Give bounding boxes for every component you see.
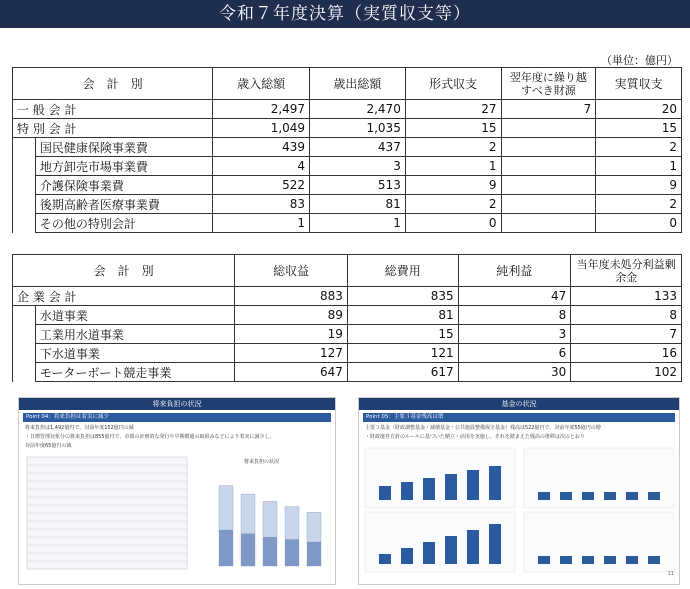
header-revenue: 歳入総額 bbox=[213, 68, 310, 100]
value-cell: 1 bbox=[310, 214, 406, 233]
header-retained-earnings: 当年度未処分利益剰余金 bbox=[571, 255, 682, 287]
mini-bar-segment bbox=[307, 542, 321, 566]
row-label: 介護保険事業費 bbox=[35, 176, 212, 195]
row-label: 工業用水道事業 bbox=[35, 325, 234, 344]
value-cell bbox=[501, 138, 596, 157]
page-title: 令和７年度決算（実質収支等） bbox=[0, 0, 690, 28]
value-cell: 522 bbox=[213, 176, 310, 195]
value-cell: 8 bbox=[571, 306, 682, 325]
thumb-point: Point 04：将来負担は着実に減少 bbox=[23, 413, 331, 422]
mini-bar bbox=[401, 482, 413, 500]
settlement-table bbox=[12, 67, 682, 233]
header-real-balance: 実質収支 bbox=[596, 68, 682, 100]
value-cell: 6 bbox=[458, 344, 571, 363]
mini-bar bbox=[560, 492, 572, 500]
row-label: 国民健康保険事業費 bbox=[35, 138, 212, 157]
unit-label: （単位：億円） bbox=[601, 54, 678, 67]
value-cell: 81 bbox=[310, 195, 406, 214]
indent-cell bbox=[13, 306, 36, 325]
indent-cell bbox=[13, 138, 36, 157]
mini-bar bbox=[445, 536, 457, 564]
indent-cell bbox=[13, 344, 36, 363]
mini-bar bbox=[467, 530, 479, 564]
mini-bar-segment bbox=[219, 530, 233, 566]
value-cell: 2 bbox=[596, 138, 682, 157]
mini-bar-segment bbox=[263, 537, 277, 566]
mini-bar bbox=[379, 554, 391, 564]
thumb-graphics bbox=[359, 442, 679, 582]
header-formal-balance: 形式収支 bbox=[405, 68, 501, 100]
mini-bar bbox=[648, 556, 660, 564]
mini-bar bbox=[648, 492, 660, 500]
header-account: 会 計 別 bbox=[13, 255, 235, 287]
thumb-line: 将来負担は1,492億円で、対前年度152億円の減 bbox=[25, 425, 134, 431]
row-label: 下水道事業 bbox=[35, 344, 234, 363]
row-label: モーターボート競走事業 bbox=[35, 363, 234, 382]
thumb-line: 主要３基金（財政調整基金・減債基金・公共施設整備保全基金）残高は522億円で、対前年度55億円の増 bbox=[365, 425, 601, 431]
table-row bbox=[13, 100, 682, 119]
mini-bar bbox=[489, 466, 501, 500]
value-cell: 102 bbox=[571, 363, 682, 382]
indent-cell bbox=[13, 363, 36, 382]
value-cell: 81 bbox=[347, 306, 458, 325]
value-cell bbox=[501, 176, 596, 195]
value-cell: 3 bbox=[310, 157, 406, 176]
value-cell: 9 bbox=[596, 176, 682, 195]
value-cell bbox=[501, 195, 596, 214]
mini-bar bbox=[626, 492, 638, 500]
value-cell: 2 bbox=[405, 195, 501, 214]
row-label: 後期高齢者医療事業費 bbox=[35, 195, 212, 214]
value-cell: 647 bbox=[235, 363, 348, 382]
mini-bar bbox=[401, 548, 413, 564]
value-cell: 1,035 bbox=[310, 119, 406, 138]
value-cell: 2,497 bbox=[213, 100, 310, 119]
mini-bar bbox=[626, 556, 638, 564]
mini-bar bbox=[604, 556, 616, 564]
indent-cell bbox=[13, 214, 36, 233]
table-row bbox=[13, 214, 682, 233]
value-cell: 83 bbox=[213, 195, 310, 214]
thumb-line: ・財政運営方針のルールに基づいた積立・活用を実施し、それを踏まえた残高の推移は次のとおり bbox=[365, 434, 585, 440]
thumb-line: ・日標管理対象分の将来負担は855億円で、市債の計画的な発行や早期償還の取組みなどにより着実に減少し、 bbox=[25, 434, 275, 440]
thumb-point: Point 05：主要３基金残高は増 bbox=[363, 413, 675, 422]
row-label: 地方卸売市場事業費 bbox=[35, 157, 212, 176]
table-row bbox=[13, 176, 682, 195]
value-cell: 127 bbox=[235, 344, 348, 363]
value-cell: 133 bbox=[571, 287, 682, 306]
mini-bar bbox=[489, 524, 501, 564]
indent-cell bbox=[13, 195, 36, 214]
value-cell: 19 bbox=[235, 325, 348, 344]
thumb-title: 将来負担の状況 bbox=[19, 398, 335, 410]
indent-cell bbox=[13, 176, 36, 195]
value-cell: 15 bbox=[347, 325, 458, 344]
mini-bar bbox=[445, 474, 457, 500]
table-row bbox=[13, 344, 682, 363]
mini-bar-segment bbox=[241, 534, 255, 566]
mini-bar bbox=[379, 486, 391, 500]
value-cell: 437 bbox=[310, 138, 406, 157]
mini-bar bbox=[423, 478, 435, 500]
mini-bar bbox=[604, 492, 616, 500]
value-cell: 8 bbox=[458, 306, 571, 325]
value-cell: 1 bbox=[596, 157, 682, 176]
value-cell: 16 bbox=[571, 344, 682, 363]
thumb-line: 対前年度65億円の減 bbox=[25, 443, 72, 449]
value-cell bbox=[501, 157, 596, 176]
value-cell: 9 bbox=[405, 176, 501, 195]
row-label: 水道事業 bbox=[35, 306, 234, 325]
value-cell: 3 bbox=[458, 325, 571, 344]
table-row bbox=[13, 138, 682, 157]
fund-slide-thumbnail bbox=[358, 397, 680, 585]
value-cell: 27 bbox=[405, 100, 501, 119]
thumb-graphics bbox=[19, 451, 335, 581]
value-cell: 2 bbox=[596, 195, 682, 214]
header-total-revenue: 総収益 bbox=[235, 255, 348, 287]
table-row bbox=[13, 325, 682, 344]
enterprise-table bbox=[12, 254, 682, 382]
value-cell: 47 bbox=[458, 287, 571, 306]
row-label: その他の特別会計 bbox=[35, 214, 212, 233]
mini-chart-title: 将来負担の状況 bbox=[244, 459, 280, 465]
value-cell: 7 bbox=[571, 325, 682, 344]
value-cell: 0 bbox=[596, 214, 682, 233]
thumb-title: 基金の状況 bbox=[359, 398, 679, 410]
header-expenditure: 歳出総額 bbox=[310, 68, 406, 100]
value-cell: 883 bbox=[235, 287, 348, 306]
value-cell: 15 bbox=[596, 119, 682, 138]
value-cell: 835 bbox=[347, 287, 458, 306]
value-cell: 4 bbox=[213, 157, 310, 176]
mini-bar bbox=[423, 542, 435, 564]
value-cell: 2 bbox=[405, 138, 501, 157]
table-row bbox=[13, 287, 682, 306]
value-cell bbox=[501, 119, 596, 138]
value-cell: 2,470 bbox=[310, 100, 406, 119]
header-total-cost: 総費用 bbox=[347, 255, 458, 287]
header-net-profit: 純利益 bbox=[458, 255, 571, 287]
header-account: 会 計 別 bbox=[13, 68, 213, 100]
mini-bar bbox=[582, 492, 594, 500]
mini-bar bbox=[582, 556, 594, 564]
row-label: 企 業 会 計 bbox=[13, 287, 235, 306]
mini-bar bbox=[467, 470, 479, 500]
value-cell: 1 bbox=[405, 157, 501, 176]
value-cell: 513 bbox=[310, 176, 406, 195]
row-label: 特 別 会 計 bbox=[13, 119, 213, 138]
value-cell: 439 bbox=[213, 138, 310, 157]
indent-cell bbox=[13, 157, 36, 176]
table-row bbox=[13, 157, 682, 176]
table-row bbox=[13, 363, 682, 382]
mini-bar bbox=[560, 556, 572, 564]
mini-bar-segment bbox=[285, 539, 299, 566]
value-cell: 20 bbox=[596, 100, 682, 119]
page-number: 11 bbox=[667, 571, 674, 577]
mini-bar bbox=[538, 556, 550, 564]
value-cell: 617 bbox=[347, 363, 458, 382]
value-cell: 7 bbox=[501, 100, 596, 119]
future-burden-slide-thumbnail bbox=[18, 397, 336, 585]
value-cell: 0 bbox=[405, 214, 501, 233]
indent-cell bbox=[13, 325, 36, 344]
value-cell: 1 bbox=[213, 214, 310, 233]
value-cell: 121 bbox=[347, 344, 458, 363]
value-cell: 15 bbox=[405, 119, 501, 138]
header-carryover: 翌年度に繰り越すべき財源 bbox=[501, 68, 596, 100]
row-label: 一 般 会 計 bbox=[13, 100, 213, 119]
table-row bbox=[13, 306, 682, 325]
value-cell: 1,049 bbox=[213, 119, 310, 138]
value-cell: 89 bbox=[235, 306, 348, 325]
table-row bbox=[13, 119, 682, 138]
table-row bbox=[13, 195, 682, 214]
value-cell bbox=[501, 214, 596, 233]
mini-bar bbox=[538, 492, 550, 500]
value-cell: 30 bbox=[458, 363, 571, 382]
